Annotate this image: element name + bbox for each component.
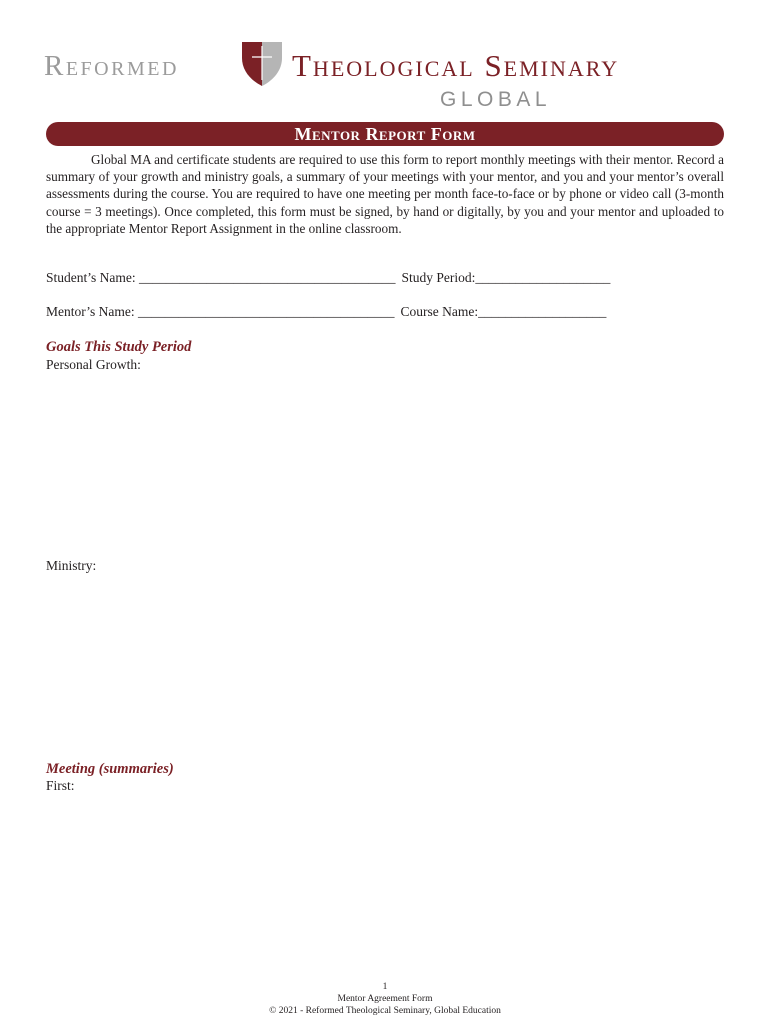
shield-logo-icon xyxy=(240,40,284,88)
ministry-label: Ministry: xyxy=(46,558,97,573)
page-number: 1 xyxy=(382,982,388,992)
personal-growth-label: Personal Growth: xyxy=(46,357,141,372)
logo-text-global: GLOBAL xyxy=(440,88,552,111)
first-meeting-label: First: xyxy=(46,778,75,793)
intro-text: Global MA and certificate students are required to use this form to report monthly meetings with their mentor. Record a summary of your growth and ministry goals, a summary of your meetings with your mentor, and you and your mentor’s overall assessments during the course. You are required to have one meeting per month face-to-face or by phone or video call (3-month course = 3 meetings). Once completed, this form must be signed, by hand or digitally, by you and your mentor and uploaded to the appropriate Mentor Report Assignment in the online classroom. xyxy=(46,152,724,236)
course-name-field[interactable]: Course Name:___________________ xyxy=(400,304,607,319)
study-period-field[interactable]: Study Period:____________________ xyxy=(401,270,611,285)
meetings-heading: Meeting (summaries) xyxy=(46,761,174,777)
student-name-field[interactable]: Student’s Name: ______________________________________ xyxy=(46,270,396,285)
footer-copyright: © 2021 - Reformed Theological Seminary, Global Education xyxy=(269,1006,501,1016)
header xyxy=(0,36,770,116)
intro-paragraph xyxy=(46,151,724,237)
logo-text-reformed: Reformed xyxy=(44,50,179,82)
footer-doc-name: Mentor Agreement Form xyxy=(337,994,433,1004)
student-row xyxy=(46,270,746,286)
mentor-name-field[interactable]: Mentor’s Name: ______________________________________ xyxy=(46,304,395,319)
form-title: Mentor Report Form xyxy=(46,122,724,146)
footer xyxy=(0,981,770,1017)
goals-heading: Goals This Study Period xyxy=(46,339,192,355)
logo-text-theological-seminary: Theological Seminary xyxy=(292,48,620,83)
mentor-row xyxy=(46,304,746,320)
